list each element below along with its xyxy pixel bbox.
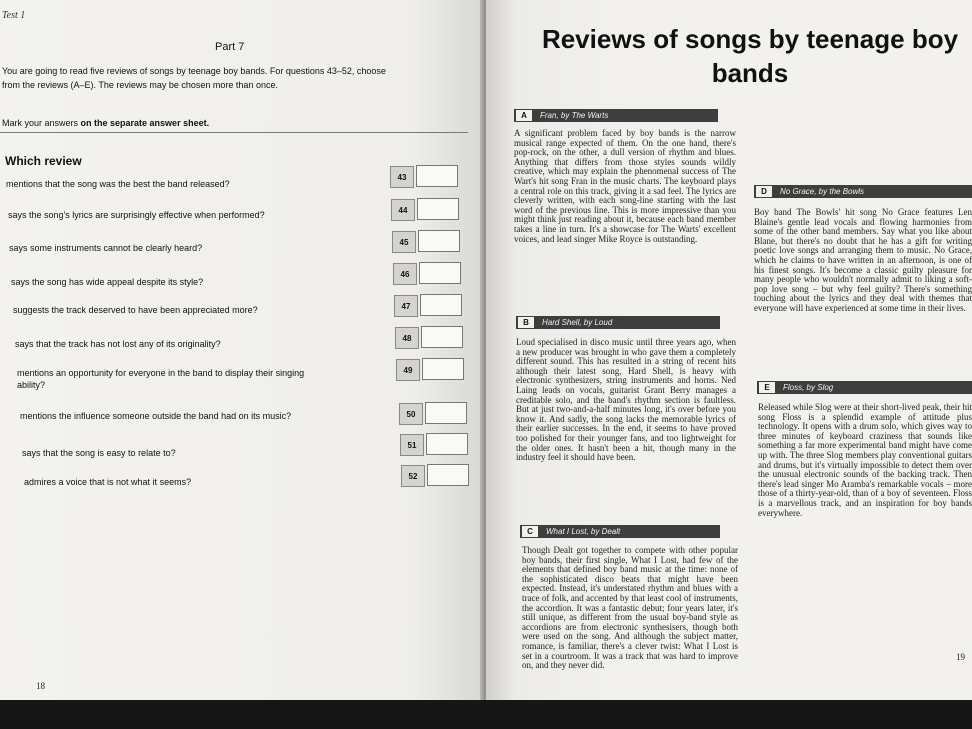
review-c-text: Though Dealt got together to compete with other popular boy bands, their first single, What I Lost, had few of the elements that defined boy band music at the time: none of the sophisticated disco beats that might have been expected. Instead, it's understated rhythm and blues with a trace of folk, and accented by that least cool of instruments, the accordion. It was a fantastic debut; four years later, it's still unique, as different from the usual boy-band style as accordions are from electronic synthesisers, though both were used on the song. And although the subject matter, romance, is familiar, there's a clever twist: What I Lost is set in a courtroom. It was a track that was hard to improve on, and they never did. bbox=[522, 545, 738, 671]
review-e-heading bbox=[757, 381, 972, 394]
answer-sheet-note-prefix: Mark your answers bbox=[2, 118, 81, 128]
review-d-title: No Grace, by the Bowls bbox=[780, 187, 865, 196]
question-number-43: 43 bbox=[390, 166, 414, 188]
answer-box-51[interactable] bbox=[426, 433, 468, 455]
review-c-title: What I Lost, by Dealt bbox=[546, 527, 621, 536]
review-a-title: Fran, by The Warts bbox=[540, 111, 609, 120]
review-d-text: Boy band The Bowls' hit song No Grace features Len Blaine's gentle lead vocals and flowing harmonies from some of the other band members. Say what you like about Blane, but there's no doubt that he has a gift for writing poetic love songs and arranging them to music. No Grace, which he claims to have written in an afternoon, is one of his finest songs. It's become a classic guilty pleasure for many people who wouldn't normally admit to liking a soft-pop love song – but why feel guilty? There's something touching about the lyrics and they deal with themes that everyone will have experienced at some time in their lives. bbox=[754, 207, 972, 313]
question-text-45: says some instruments cannot be clearly heard? bbox=[9, 243, 203, 253]
section-divider bbox=[0, 132, 468, 133]
review-e-text: Released while Slog were at their short-lived peak, their hit song Floss is a splendid example of attitude plus technology. It opens with a drum solo, which gives way to three minutes of keyboard craziness that sounds like something a far more experimental band might have come up with. The three Slog members play conventional guitars and drums, but it's virtually impossible to detect them over the unusual electronic sounds of the backing track. Then there's lead singer Mo Aramba's remarkable vocals – more those of a thirty-year-old, than of a boy of seventeen. Floss is a marvellous track, and an inspiration for boy bands everywhere. bbox=[758, 402, 972, 518]
page-number-right: 19 bbox=[956, 652, 965, 662]
question-text-48: says that the track has not lost any of its originality? bbox=[15, 339, 221, 349]
review-d-letter: D bbox=[756, 186, 772, 197]
right-page bbox=[486, 0, 972, 700]
answer-box-49[interactable] bbox=[422, 358, 464, 380]
instructions-line-1: You are going to read five reviews of songs by teenage boy bands. For questions 43–52, choose bbox=[2, 66, 386, 76]
question-number-52: 52 bbox=[401, 465, 425, 487]
review-b-text: Loud specialised in disco music until three years ago, when a new producer was brought in who gave them a completely different sound. This has resulted in a string of recent hits although their latest song, Hard Shell, is heavy with electronic synthesizers, string instruments and horns. Ned Laing leads on vocals, guitarist Grant Berry manages a creditable solo, and the band's rhythm section is faultless. But at just two-and-a-half minutes long, it's over before you know it. And sadly, the song lacks the memorable lyrics of their earlier successes. In the end, it seems to have proved too polished for their younger fans, and too lightweight for the older ones. It hasn't been a hit, though many in the industry feel it should have been. bbox=[516, 337, 736, 463]
which-review-heading: Which review bbox=[5, 154, 82, 168]
question-number-48: 48 bbox=[395, 327, 419, 349]
question-number-46: 46 bbox=[393, 263, 417, 285]
review-e-title: Floss, by Slog bbox=[783, 383, 834, 392]
question-text-47: suggests the track deserved to have been appreciated more? bbox=[13, 305, 258, 315]
question-text-51: says that the song is easy to relate to? bbox=[22, 448, 176, 458]
review-c-heading bbox=[520, 525, 720, 538]
answer-box-46[interactable] bbox=[419, 262, 461, 284]
review-a-text: A significant problem faced by boy bands is the narrow musical range expected of them. On the one hand, there's pop-rock, on the other, a dull version of rhythm and blues. Anything that differs from those styles sounds wildly creative, which may explain the phenomenal success of The Wart's hit song Fran in the music charts. The keyboard plays a central role on this track, giving it a sad feel. The lyrics are cleverly written, with each song-line starting with the last word of the previous line. This is more impressive than you might think just reading about it, because each band member takes a line in turn. It's a showcase for The Warts' excellent voices, and lead singer Mike Royce is outstanding. bbox=[514, 128, 736, 244]
answer-box-50[interactable] bbox=[425, 402, 467, 424]
question-text-50: mentions the influence someone outside the band had on its music? bbox=[20, 411, 292, 421]
question-number-47: 47 bbox=[394, 295, 418, 317]
question-text-52: admires a voice that is not what it seems? bbox=[24, 477, 192, 487]
question-text-46: says the song has wide appeal despite its style? bbox=[11, 277, 204, 287]
instructions-line-2: from the reviews (A–E). The reviews may be chosen more than once. bbox=[2, 80, 278, 90]
main-title: Reviews of songs by teenage boy bands bbox=[541, 24, 959, 88]
desk-background bbox=[0, 700, 972, 729]
page-number-left: 18 bbox=[36, 681, 45, 691]
question-text-49: mentions an opportunity for everyone in the band to display their singing ability? bbox=[17, 368, 305, 390]
question-text-43: mentions that the song was the best the band released? bbox=[6, 179, 230, 189]
answer-sheet-note bbox=[2, 118, 209, 128]
question-number-51: 51 bbox=[400, 434, 424, 456]
answer-sheet-note-bold: on the separate answer sheet. bbox=[80, 118, 210, 128]
review-a-letter: A bbox=[516, 110, 532, 121]
part-title: Part 7 bbox=[215, 41, 245, 53]
question-number-50: 50 bbox=[399, 403, 423, 425]
review-a-heading bbox=[514, 109, 718, 122]
review-c-letter: C bbox=[522, 526, 538, 537]
review-b-letter: B bbox=[518, 317, 534, 328]
answer-box-44[interactable] bbox=[417, 198, 459, 220]
instructions bbox=[2, 64, 386, 92]
answer-box-43[interactable] bbox=[416, 165, 458, 187]
review-b-heading bbox=[516, 316, 720, 329]
review-e-letter: E bbox=[759, 382, 775, 393]
review-b-title: Hard Shell, by Loud bbox=[542, 318, 613, 327]
question-number-44: 44 bbox=[391, 199, 415, 221]
answer-box-48[interactable] bbox=[421, 326, 463, 348]
question-number-49: 49 bbox=[396, 359, 420, 381]
answer-box-47[interactable] bbox=[420, 294, 462, 316]
review-d-heading bbox=[754, 185, 972, 198]
running-head: Test 1 bbox=[2, 10, 26, 21]
answer-box-52[interactable] bbox=[427, 464, 469, 486]
question-text-44: says the song's lyrics are surprisingly effective when performed? bbox=[8, 210, 265, 220]
answer-box-45[interactable] bbox=[418, 230, 460, 252]
question-number-45: 45 bbox=[392, 231, 416, 253]
left-page bbox=[0, 0, 484, 700]
